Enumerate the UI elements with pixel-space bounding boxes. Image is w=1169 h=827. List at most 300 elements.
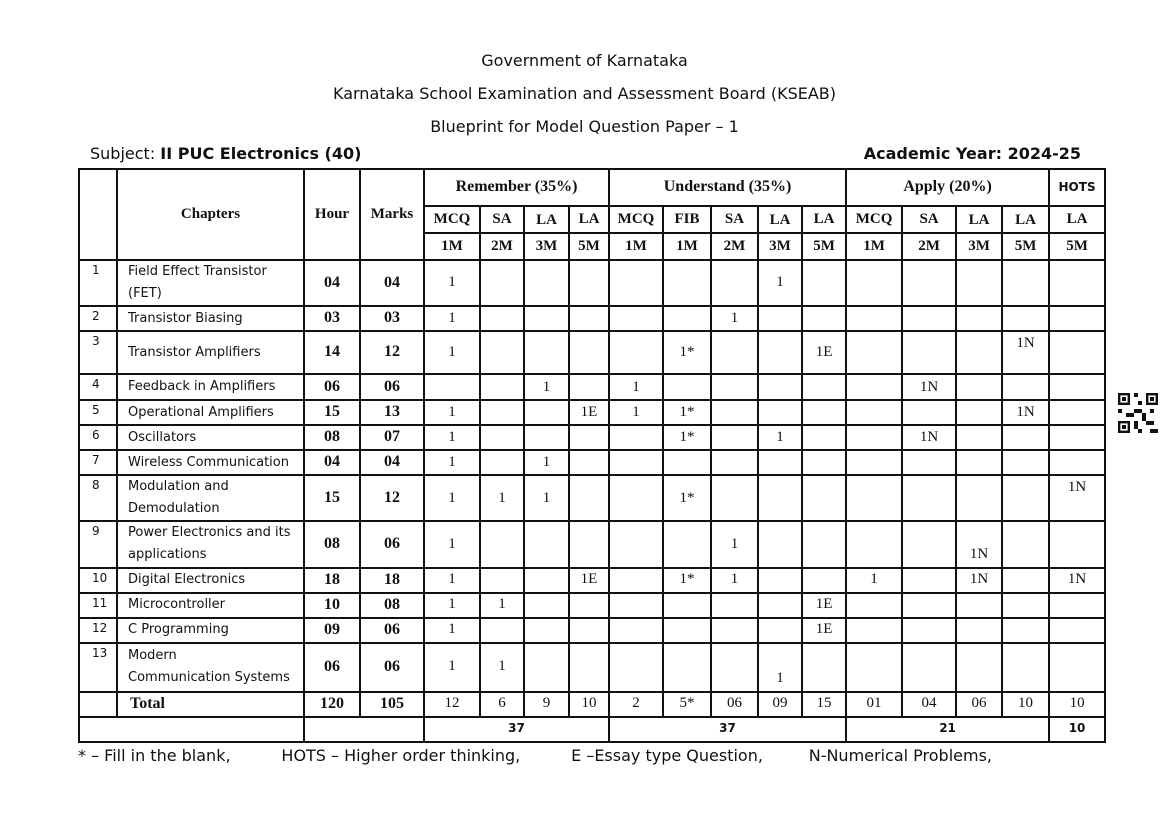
question-type-7: LA	[758, 206, 802, 233]
question-cell: 1	[424, 331, 480, 374]
table-row	[79, 475, 1105, 521]
question-cell: 1	[711, 568, 758, 593]
question-cell: 1N	[1049, 568, 1105, 593]
question-cell	[609, 425, 663, 450]
question-cell	[663, 450, 711, 475]
question-cell	[1049, 425, 1105, 450]
question-cell	[524, 521, 569, 567]
question-type-2: LA	[524, 206, 569, 233]
question-cell	[758, 618, 802, 643]
question-cell: 1N	[902, 425, 956, 450]
question-marks-13: 5M	[1049, 233, 1105, 260]
table-row	[79, 306, 1105, 331]
header-sno	[79, 169, 117, 260]
question-cell	[846, 593, 902, 618]
subject-line	[90, 144, 361, 163]
question-cell	[846, 521, 902, 567]
question-cell	[663, 374, 711, 400]
total-row	[79, 692, 1105, 717]
question-cell	[711, 450, 758, 475]
question-cell	[524, 425, 569, 450]
question-cell	[956, 306, 1002, 331]
header-government: Government of Karnataka	[481, 51, 688, 70]
question-cell: 1N	[1002, 331, 1049, 374]
question-cell: 1	[424, 475, 480, 521]
question-cell	[524, 568, 569, 593]
question-cell	[956, 331, 1002, 374]
question-cell	[802, 643, 846, 692]
group-remember: Remember (35%)	[424, 169, 609, 206]
question-marks-6: 2M	[711, 233, 758, 260]
question-cell	[902, 306, 956, 331]
chapter-hour: 09	[304, 618, 360, 643]
question-type-10: SA	[902, 206, 956, 233]
question-marks-9: 1M	[846, 233, 902, 260]
chapter-name: Transistor Amplifiers	[117, 331, 304, 374]
chapter-number: 7	[79, 450, 117, 475]
question-cell	[711, 618, 758, 643]
table-row	[79, 425, 1105, 450]
question-cell	[758, 475, 802, 521]
question-cell	[902, 260, 956, 306]
question-cell	[802, 306, 846, 331]
question-cell: 1	[424, 568, 480, 593]
question-cell	[609, 475, 663, 521]
chapter-name-line2: applications	[128, 547, 207, 563]
chapter-hour: 04	[304, 260, 360, 306]
chapter-number: 4	[79, 374, 117, 400]
chapter-marks: 12	[360, 475, 424, 521]
question-cell	[902, 521, 956, 567]
question-marks-1: 2M	[480, 233, 524, 260]
question-cell	[758, 400, 802, 425]
question-cell	[902, 400, 956, 425]
chapter-marks: 12	[360, 331, 424, 374]
question-cell	[609, 450, 663, 475]
question-marks-5: 1M	[663, 233, 711, 260]
total-cell: 15	[802, 692, 846, 717]
total-cell: 10	[1049, 692, 1105, 717]
group-total-value: 10	[1049, 717, 1105, 742]
question-cell	[524, 643, 569, 692]
question-cell	[846, 475, 902, 521]
qr-code-icon	[1118, 393, 1158, 433]
question-type-8: LA	[802, 206, 846, 233]
question-cell: 1E	[569, 568, 609, 593]
total-label: Total	[117, 692, 304, 717]
question-cell	[956, 643, 1002, 692]
chapter-hour: 14	[304, 331, 360, 374]
question-cell	[1049, 450, 1105, 475]
question-cell	[480, 568, 524, 593]
question-type-6: SA	[711, 206, 758, 233]
question-cell: 1	[609, 374, 663, 400]
question-cell	[663, 521, 711, 567]
question-cell	[663, 643, 711, 692]
question-cell	[609, 568, 663, 593]
question-cell	[524, 618, 569, 643]
question-cell: 1	[711, 306, 758, 331]
question-cell	[663, 593, 711, 618]
chapter-hour: 04	[304, 450, 360, 475]
question-type-13: LA	[1049, 206, 1105, 233]
group-total-blank	[79, 717, 304, 742]
question-cell: 1*	[663, 475, 711, 521]
question-type-9: MCQ	[846, 206, 902, 233]
question-marks-12: 5M	[1002, 233, 1049, 260]
question-cell	[711, 425, 758, 450]
question-cell	[956, 374, 1002, 400]
subject-value: II PUC Electronics (40)	[160, 144, 362, 163]
question-cell	[802, 475, 846, 521]
question-cell	[480, 331, 524, 374]
question-cell	[902, 450, 956, 475]
academic-year-label: Academic Year:	[863, 144, 1008, 163]
chapter-number: 5	[79, 400, 117, 425]
group-understand: Understand (35%)	[609, 169, 846, 206]
question-type-11: LA	[956, 206, 1002, 233]
question-marks-7: 3M	[758, 233, 802, 260]
question-cell	[609, 521, 663, 567]
question-cell	[711, 260, 758, 306]
chapter-marks: 13	[360, 400, 424, 425]
question-cell: 1N	[1049, 475, 1105, 521]
question-cell	[569, 306, 609, 331]
question-cell	[569, 618, 609, 643]
chapter-hour: 06	[304, 643, 360, 692]
question-cell	[902, 593, 956, 618]
question-cell	[902, 475, 956, 521]
question-cell	[1002, 425, 1049, 450]
question-cell	[758, 568, 802, 593]
total-cell: 10	[569, 692, 609, 717]
question-cell	[711, 475, 758, 521]
chapter-hour: 06	[304, 374, 360, 400]
question-cell: 1N	[1002, 400, 1049, 425]
question-cell	[569, 593, 609, 618]
chapter-marks: 18	[360, 568, 424, 593]
question-cell	[569, 450, 609, 475]
question-cell	[1049, 643, 1105, 692]
question-cell	[480, 400, 524, 425]
question-cell	[711, 374, 758, 400]
question-cell	[480, 450, 524, 475]
question-cell: 1	[424, 618, 480, 643]
question-cell	[1002, 374, 1049, 400]
question-cell	[902, 568, 956, 593]
question-cell	[663, 306, 711, 331]
chapter-marks: 06	[360, 521, 424, 567]
question-cell: 1	[711, 521, 758, 567]
question-cell	[1002, 618, 1049, 643]
question-cell	[802, 374, 846, 400]
table-row	[79, 374, 1105, 400]
subject-label: Subject:	[90, 144, 161, 163]
question-cell: 1	[424, 400, 480, 425]
question-cell	[711, 331, 758, 374]
question-cell	[1002, 643, 1049, 692]
question-cell	[609, 643, 663, 692]
chapter-hour: 15	[304, 475, 360, 521]
chapter-name: Feedback in Amplifiers	[117, 374, 304, 400]
question-cell	[1049, 521, 1105, 567]
question-cell	[1002, 450, 1049, 475]
question-cell	[802, 568, 846, 593]
total-cell: 01	[846, 692, 902, 717]
question-cell	[802, 425, 846, 450]
question-cell	[802, 450, 846, 475]
question-type-0: MCQ	[424, 206, 480, 233]
question-cell	[956, 593, 1002, 618]
question-cell	[802, 260, 846, 306]
chapter-number: 2	[79, 306, 117, 331]
question-cell	[758, 593, 802, 618]
question-cell	[846, 643, 902, 692]
question-marks-0: 1M	[424, 233, 480, 260]
question-cell: 1	[609, 400, 663, 425]
chapter-name: Oscillators	[117, 425, 304, 450]
chapter-marks: 04	[360, 450, 424, 475]
question-cell	[711, 593, 758, 618]
question-cell	[609, 593, 663, 618]
question-marks-3: 5M	[569, 233, 609, 260]
question-cell: 1	[524, 450, 569, 475]
question-cell	[846, 306, 902, 331]
chapter-hour: 10	[304, 593, 360, 618]
question-cell	[569, 643, 609, 692]
question-cell: 1	[424, 643, 480, 692]
question-marks-2: 3M	[524, 233, 569, 260]
question-cell	[758, 374, 802, 400]
question-marks-10: 2M	[902, 233, 956, 260]
chapter-number: 10	[79, 568, 117, 593]
chapter-number: 9	[79, 521, 117, 567]
question-cell	[1049, 593, 1105, 618]
question-cell: 1	[424, 260, 480, 306]
question-cell	[480, 618, 524, 643]
question-cell	[758, 331, 802, 374]
chapter-number: 3	[79, 331, 117, 374]
question-cell: 1	[758, 643, 802, 692]
question-cell	[663, 618, 711, 643]
header-board: Karnataka School Examination and Assessment Board (KSEAB)	[332, 84, 837, 103]
chapter-marks: 06	[360, 618, 424, 643]
header-chapters: Chapters	[117, 169, 304, 260]
chapter-name: Transistor Biasing	[117, 306, 304, 331]
question-cell	[902, 643, 956, 692]
table-row	[79, 331, 1105, 374]
question-cell	[956, 260, 1002, 306]
blueprint-table	[78, 168, 1106, 743]
academic-year-value: 2024-25	[1007, 144, 1081, 163]
question-cell	[711, 400, 758, 425]
question-cell	[902, 331, 956, 374]
chapter-hour: 03	[304, 306, 360, 331]
total-cell: 2	[609, 692, 663, 717]
question-cell: 1	[424, 425, 480, 450]
total-cell: 12	[424, 692, 480, 717]
table-row	[79, 643, 1105, 692]
question-cell	[1002, 475, 1049, 521]
question-cell: 1	[424, 593, 480, 618]
question-cell	[1049, 400, 1105, 425]
question-marks-4: 1M	[609, 233, 663, 260]
question-cell	[524, 306, 569, 331]
question-cell	[1002, 568, 1049, 593]
chapter-name: Wireless Communication	[117, 450, 304, 475]
question-cell	[480, 306, 524, 331]
table-row	[79, 400, 1105, 425]
question-cell	[846, 450, 902, 475]
question-cell	[956, 450, 1002, 475]
chapter-name-line1: Modern	[128, 647, 177, 663]
question-cell	[1049, 331, 1105, 374]
question-cell	[480, 521, 524, 567]
question-cell	[480, 425, 524, 450]
question-cell: 1	[758, 425, 802, 450]
question-cell	[524, 260, 569, 306]
question-cell: 1	[480, 593, 524, 618]
chapter-name: Field Effect Transistor (FET)	[117, 260, 304, 306]
chapter-hour: 18	[304, 568, 360, 593]
chapter-number: 11	[79, 593, 117, 618]
question-cell	[758, 306, 802, 331]
question-cell	[758, 521, 802, 567]
question-cell	[524, 400, 569, 425]
chapter-marks: 07	[360, 425, 424, 450]
question-cell	[1049, 618, 1105, 643]
question-cell: 1N	[902, 374, 956, 400]
table-row	[79, 450, 1105, 475]
question-cell	[1002, 306, 1049, 331]
group-hots: HOTS	[1049, 169, 1105, 206]
question-cell: 1*	[663, 331, 711, 374]
question-cell	[569, 331, 609, 374]
question-cell	[802, 400, 846, 425]
header-hour: Hour	[304, 169, 360, 260]
chapter-name: Microcontroller	[117, 593, 304, 618]
chapter-name-line2: Communication Systems	[128, 670, 290, 686]
total-cell: 06	[956, 692, 1002, 717]
chapter-marks: 04	[360, 260, 424, 306]
question-cell	[663, 260, 711, 306]
chapter-name	[117, 643, 304, 692]
chapter-name-line2: Demodulation	[128, 501, 220, 517]
question-cell	[569, 374, 609, 400]
table-row	[79, 568, 1105, 593]
chapter-name: Operational Amplifiers	[117, 400, 304, 425]
question-cell: 1*	[663, 568, 711, 593]
question-cell	[846, 425, 902, 450]
legend-hots: HOTS – Higher order thinking,	[281, 746, 521, 765]
chapter-name	[117, 521, 304, 567]
question-cell: 1	[524, 374, 569, 400]
group-total-value: 37	[424, 717, 609, 742]
table-row	[79, 618, 1105, 643]
question-cell	[846, 260, 902, 306]
question-type-4: MCQ	[609, 206, 663, 233]
chapter-name-line1: Power Electronics and its	[128, 525, 291, 541]
question-cell: 1E	[802, 618, 846, 643]
question-cell: 1	[758, 260, 802, 306]
total-cell: 5*	[663, 692, 711, 717]
chapter-number: 6	[79, 425, 117, 450]
total-marks: 105	[360, 692, 424, 717]
question-cell	[609, 331, 663, 374]
question-cell	[711, 643, 758, 692]
chapter-name-line1: Modulation and	[128, 479, 229, 495]
question-cell: 1*	[663, 425, 711, 450]
chapter-marks: 06	[360, 643, 424, 692]
total-sno	[79, 692, 117, 717]
question-cell	[956, 618, 1002, 643]
footer-legend	[78, 746, 992, 765]
header-title: Blueprint for Model Question Paper – 1	[430, 117, 739, 136]
group-apply: Apply (20%)	[846, 169, 1049, 206]
question-cell	[846, 331, 902, 374]
question-type-1: SA	[480, 206, 524, 233]
chapter-number: 8	[79, 475, 117, 521]
question-cell	[1049, 306, 1105, 331]
total-cell: 6	[480, 692, 524, 717]
total-cell: 09	[758, 692, 802, 717]
question-cell: 1N	[956, 521, 1002, 567]
legend-fib: * – Fill in the blank,	[78, 746, 231, 765]
question-cell	[802, 521, 846, 567]
question-cell: 1	[846, 568, 902, 593]
chapter-hour: 08	[304, 425, 360, 450]
question-cell	[902, 618, 956, 643]
question-cell	[1049, 260, 1105, 306]
question-cell	[1002, 260, 1049, 306]
question-marks-11: 3M	[956, 233, 1002, 260]
question-cell: 1	[424, 450, 480, 475]
question-cell	[1049, 374, 1105, 400]
question-cell: 1	[480, 475, 524, 521]
question-cell	[609, 260, 663, 306]
question-cell	[956, 475, 1002, 521]
question-type-5: FIB	[663, 206, 711, 233]
chapter-marks: 03	[360, 306, 424, 331]
group-total-blank	[304, 717, 424, 742]
question-marks-8: 5M	[802, 233, 846, 260]
question-cell: 1E	[802, 593, 846, 618]
question-cell: 1N	[956, 568, 1002, 593]
chapter-hour: 08	[304, 521, 360, 567]
question-cell: 1E	[569, 400, 609, 425]
group-total-row	[79, 717, 1105, 742]
table-row	[79, 521, 1105, 567]
question-cell	[480, 260, 524, 306]
question-type-3: LA	[569, 206, 609, 233]
chapter-number: 1	[79, 260, 117, 306]
question-cell	[569, 425, 609, 450]
question-type-12: LA	[1002, 206, 1049, 233]
chapter-name: Digital Electronics	[117, 568, 304, 593]
question-cell	[524, 593, 569, 618]
total-cell: 9	[524, 692, 569, 717]
chapter-marks: 08	[360, 593, 424, 618]
chapter-hour: 15	[304, 400, 360, 425]
question-cell	[609, 618, 663, 643]
question-cell	[846, 374, 902, 400]
question-cell	[424, 374, 480, 400]
group-total-value: 37	[609, 717, 846, 742]
chapter-number: 12	[79, 618, 117, 643]
question-cell	[569, 521, 609, 567]
chapter-name: C Programming	[117, 618, 304, 643]
total-cell: 10	[1002, 692, 1049, 717]
